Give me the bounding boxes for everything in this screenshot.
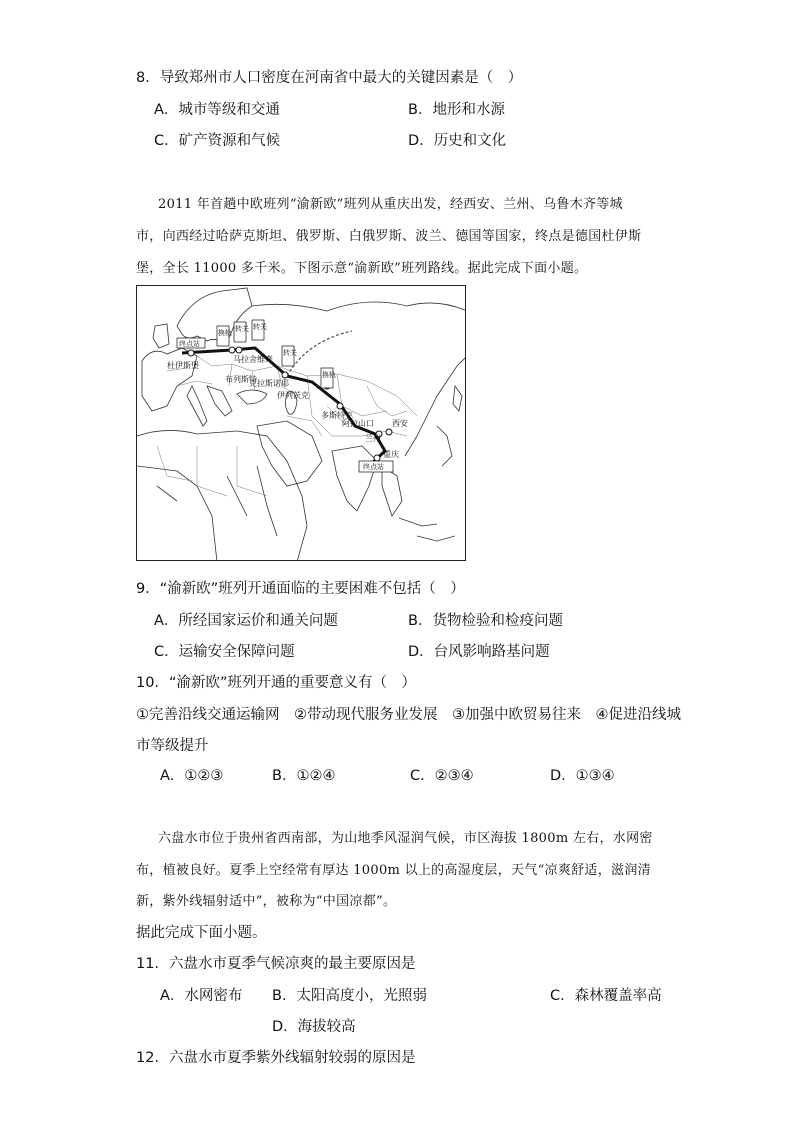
q11-option-b: B．太阳高度小，光照弱	[272, 988, 427, 1004]
malaszewicze-dot	[229, 347, 235, 353]
q10-option-b: B．①②④	[272, 768, 336, 784]
passage2-followup: 据此完成下面小题。	[136, 925, 267, 941]
krasnoe-dot	[282, 372, 288, 378]
passage2-line-1: 六盘水市位于贵州省西南部，为山地季风湿润气候，市区海拔 1800m 左右，水网密	[158, 831, 653, 846]
q8-option-c: C．矿产资源和气候	[154, 133, 281, 149]
passage2-line-3: 新，紫外线辐射适中”，被称为“中国凉都”。	[136, 894, 397, 909]
q9-option-a: A．所经国家运价和通关问题	[154, 613, 338, 629]
q9-stem: 9．“渝新欧”班列开通面临的主要困难不包括（ ）	[136, 581, 465, 597]
dostyk-label: 多斯特克	[321, 411, 353, 420]
passage1-line-2: 市，向西经过哈萨克斯坦、俄罗斯、白俄罗斯、波兰、德国等国家，终点是德国杜伊斯	[136, 229, 642, 244]
q10-items-line-2: 市等级提升	[136, 738, 209, 754]
alashankou-dot	[337, 403, 343, 409]
q11-stem: 11．六盘水市夏季气候凉爽的最主要原因是	[136, 956, 416, 972]
duisburg-dot	[188, 350, 194, 356]
brest-label: 布列斯特	[225, 375, 257, 384]
q10-items-line-1: ①完善沿线交通运输网 ②带动现代服务业发展 ③加强中欧贸易往来 ④促进沿线城	[136, 707, 681, 723]
duisburg-label: 杜伊斯堡	[167, 361, 199, 370]
route-map	[136, 285, 466, 561]
xian-dot	[386, 429, 392, 435]
alashankou-label: 阿拉山口	[342, 419, 374, 428]
q9-option-d: D．台风影响路基问题	[408, 644, 550, 660]
customs-west-label: 转关	[235, 325, 249, 333]
passage1-line-3: 堡，全长 11000 多千米。下图示意“渝新欧”班列路线。据此完成下面小题。	[136, 261, 588, 276]
passage2-line-2: 布，植被良好。夏季上空经常有厚达 1000m 以上的高湿度层，天气“凉爽舒适，滋润清	[136, 863, 651, 878]
q9-option-b: B．货物检验和检疫问题	[408, 613, 563, 629]
q10-option-d: D．①③④	[550, 768, 615, 784]
chongqing-dot	[374, 455, 380, 461]
lanzhou-label: 兰州	[365, 434, 381, 443]
q10-stem: 10．“渝新欧”班列开通的重要意义有（ ）	[136, 675, 416, 691]
q8-stem: 8．导致郑州市人口密度在河南省中最大的关键因素是（ ）	[136, 70, 523, 86]
brest-dot	[236, 347, 242, 353]
customs-east-label: 转关	[283, 349, 297, 357]
transfer-east-label: 换轨	[322, 371, 336, 379]
q10-option-c: C．②③④	[410, 768, 474, 784]
terminal-west-label: 终点站	[179, 340, 200, 348]
q8-option-a: A．城市等级和交通	[154, 102, 280, 118]
passage1-line-1: 2011 年首趟中欧班列“渝新欧”班列从重庆出发，经西安、兰州、乌鲁木齐等城	[158, 197, 623, 212]
terminal-east-label: 终点站	[363, 463, 384, 471]
q12-stem: 12．六盘水市夏季紫外线辐射较弱的原因是	[136, 1050, 416, 1066]
xian-label: 西安	[392, 419, 408, 428]
q10-option-a: A．①②③	[160, 768, 224, 784]
iletsk-label: 伊列茨克	[277, 391, 309, 400]
q8-option-d: D．历史和文化	[408, 133, 507, 149]
malaszewicze-label: 马拉舍维奇	[233, 355, 273, 364]
q11-option-d: D．海拔较高	[272, 1019, 356, 1035]
transfer-west-label: 换轨	[218, 329, 232, 337]
chongqing-label: 重庆	[383, 450, 399, 459]
krasnoe-label: 克拉斯诺耶	[249, 379, 289, 388]
q9-option-c: C．运输安全保障问题	[154, 644, 295, 660]
q11-option-c: C．森林覆盖率高	[550, 988, 662, 1004]
q11-option-a: A．水网密布	[160, 988, 243, 1004]
q8-option-b: B．地形和水源	[408, 102, 505, 118]
customs-mid-label: 转关	[253, 323, 267, 331]
map-coastlines	[137, 288, 466, 561]
